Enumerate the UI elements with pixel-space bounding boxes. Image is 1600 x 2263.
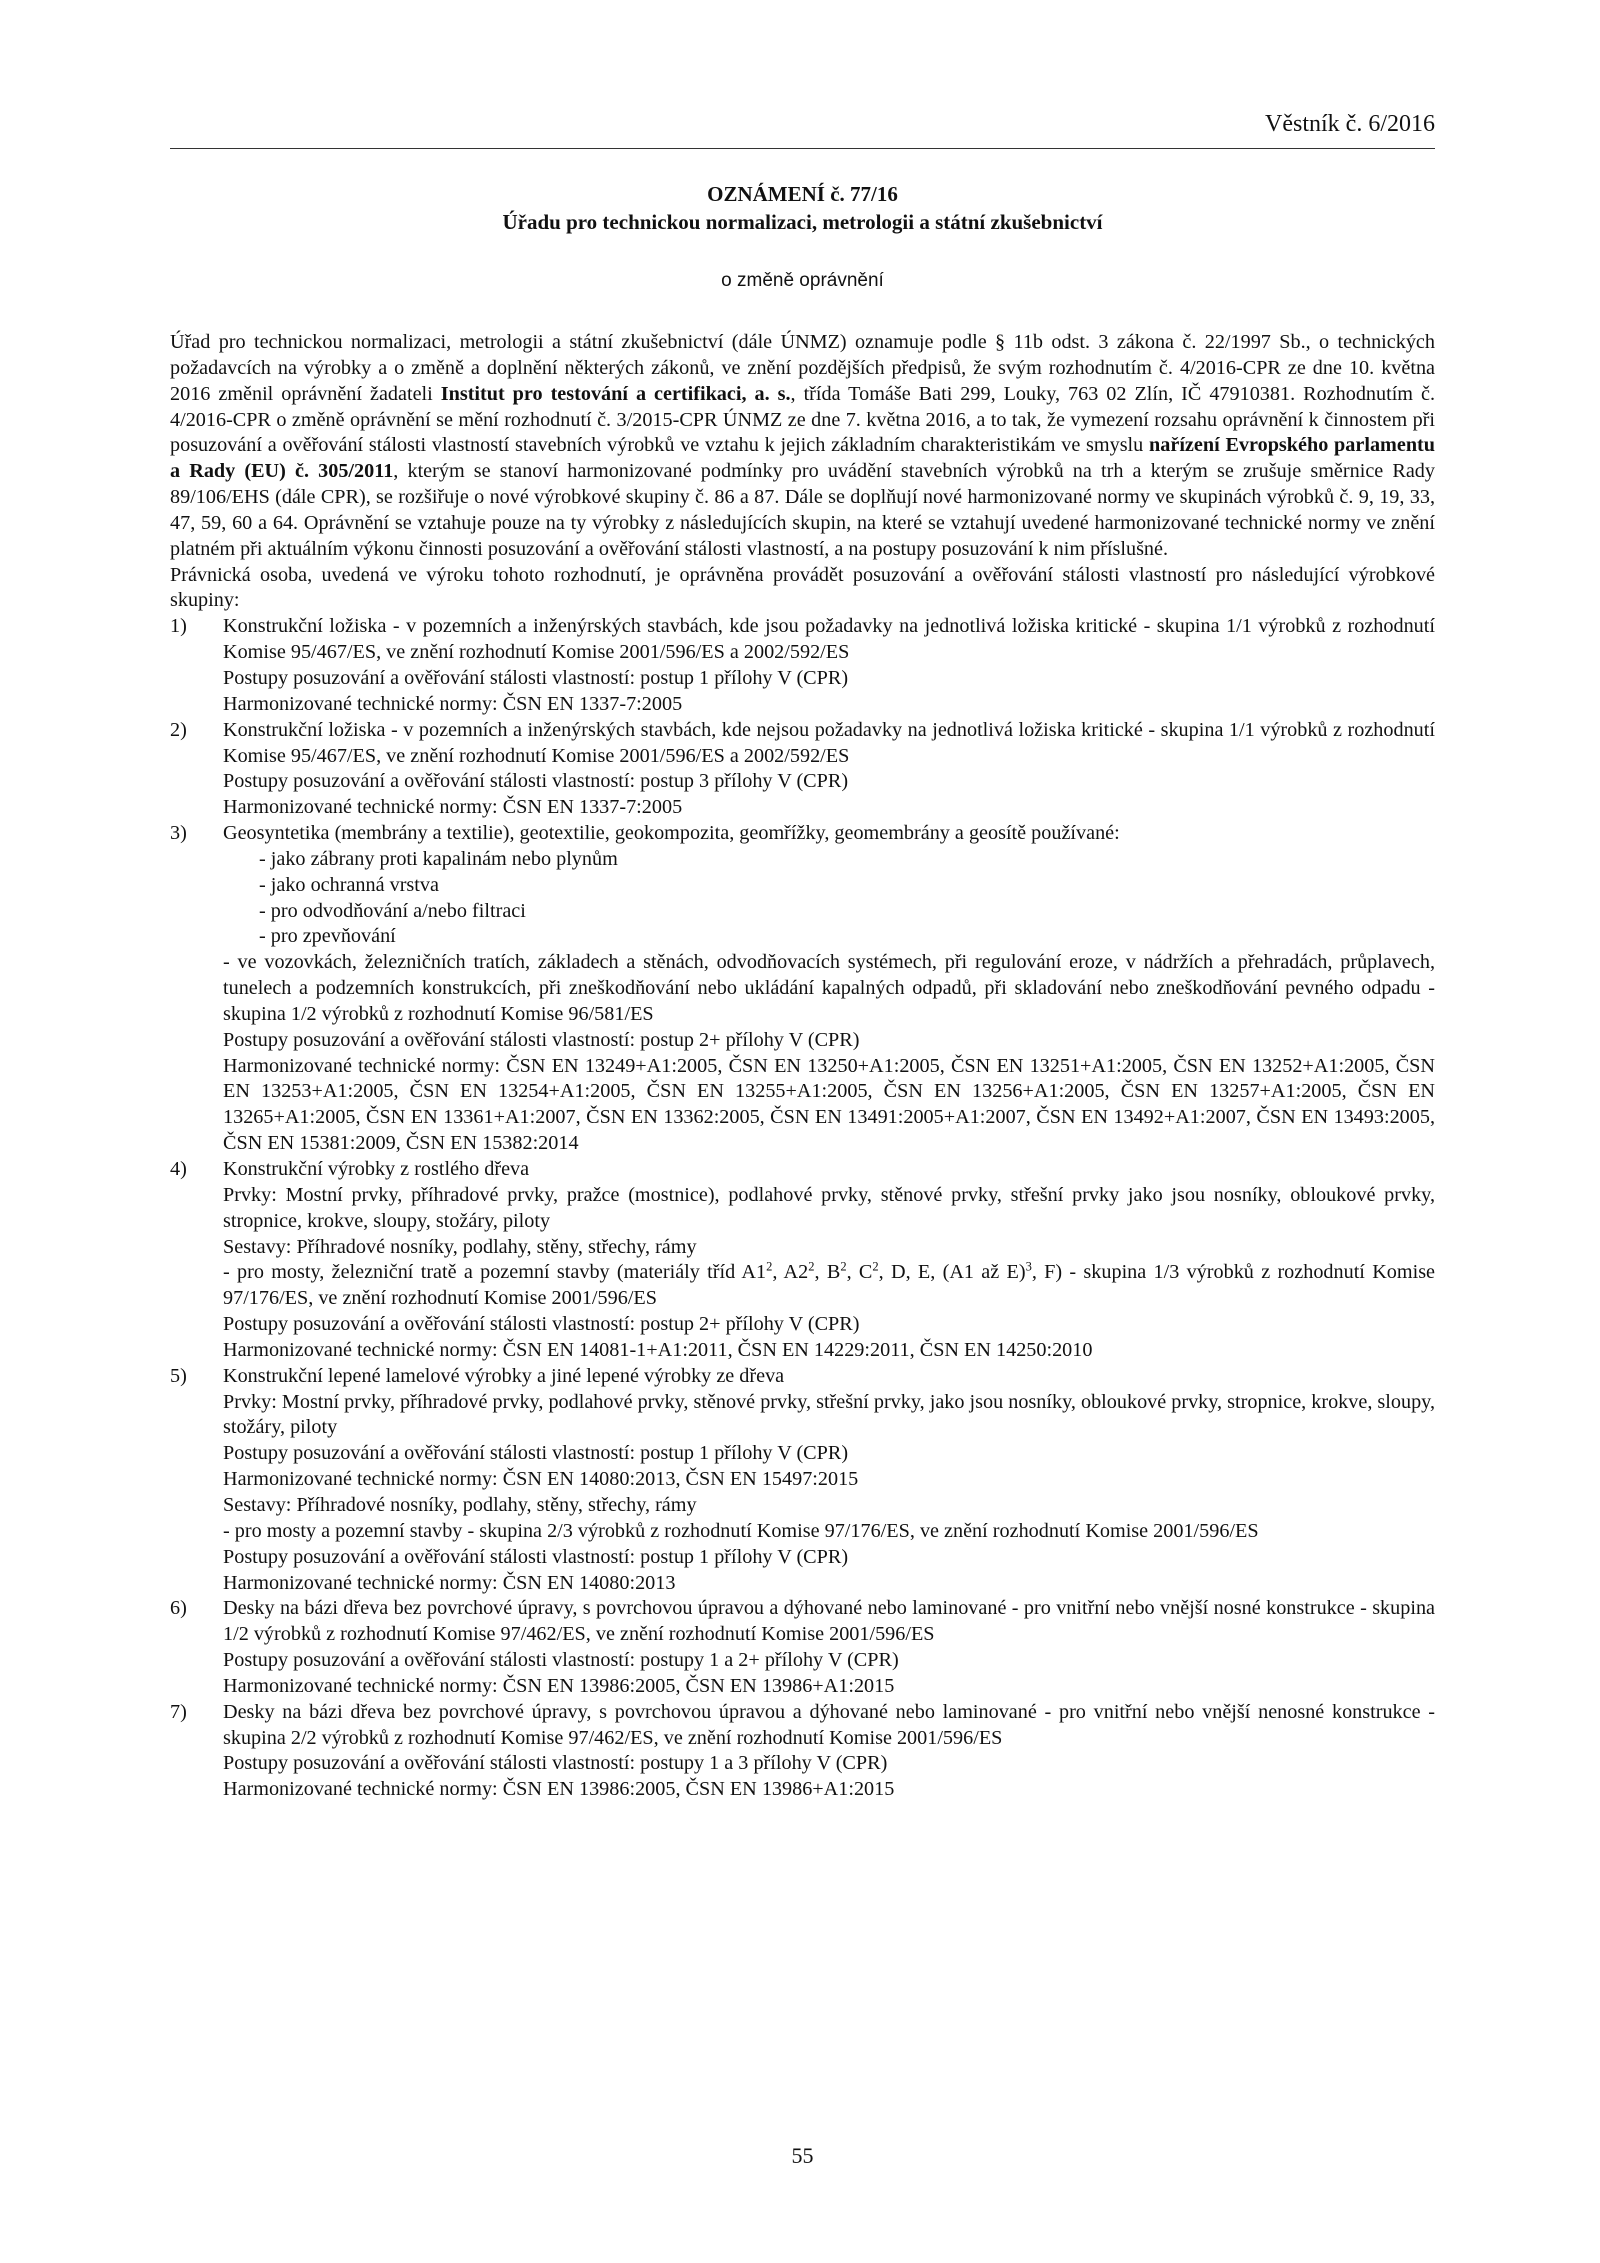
list-item [170, 1700, 1435, 1803]
item-standards: Harmonizované technické normy: ČSN EN 13986:2005, ČSN EN 13986+A1:2015 [223, 1674, 895, 1697]
lead-paragraph: Právnická osoba, uvedená ve výroku tohoto rozhodnutí, je oprávněna provádět posuzování a ověřování stálosti vlastností pro následující výrobkové skupiny: [170, 563, 1435, 612]
list-item [170, 821, 1435, 1157]
item-description: Konstrukční lepené lamelové výrobky a jiné lepené výrobky ze dřeva [223, 1364, 785, 1387]
page-number: 55 [791, 2143, 814, 2168]
document-body [170, 330, 1435, 1803]
item-assemblies: Sestavy: Příhradové nosníky, podlahy, stěny, střechy, rámy [223, 1493, 697, 1516]
item-number: 4) [170, 1158, 187, 1180]
item-standards: Harmonizované technické normy: ČSN EN 1337-7:2005 [223, 796, 683, 819]
use-item: - pro zpevňování [259, 925, 396, 948]
item-number: 1) [170, 615, 187, 638]
item-number: 2) [170, 718, 187, 741]
applicant-name: Institut pro testování a certifikaci, a. s. [440, 382, 791, 405]
item-description: Konstrukční ložiska - v pozemních a inženýrských stavbách, kde nejsou požadavky na jednotlivá ložiska kritické - skupina 1/1 výrobků z rozhodnutí Komise 95/467/ES, ve znění rozhodnutí Komise 2001/596/ES a 2002/592/ES [223, 718, 1435, 767]
item-procedures: Postupy posuzování a ověřování stálosti vlastností: postup 1 přílohy V (CPR) [223, 666, 849, 689]
item-standards: Harmonizované technické normy: ČSN EN 14081-1+A1:2011, ČSN EN 14229:2011, ČSN EN 14250:2010 [223, 1338, 1093, 1361]
item-procedures: Postupy posuzování a ověřování stálosti vlastností: postup 3 přílohy V (CPR) [223, 770, 849, 793]
list-item [170, 1157, 1435, 1364]
use-item: - jako zábrany proti kapalinám nebo plynům [259, 847, 618, 870]
item-description: Konstrukční ložiska - v pozemních a inženýrských stavbách, kde jsou požadavky na jednotlivá ložiska kritické - skupina 1/1 výrobků z rozhodnutí Komise 95/467/ES, ve znění rozhodnutí Komise 2001/596/ES a 2002/592/ES [223, 615, 1435, 664]
item-standards: Harmonizované technické normy: ČSN EN 13249+A1:2005, ČSN EN 13250+A1:2005, ČSN EN 13251+A1:2005, ČSN EN 13252+A1:2005, ČSN EN 13253+A1:2005, ČSN EN 13254+A1:2005, ČSN EN 13255+A1:2005, ČSN EN 13256+A1:2005, ČSN EN 13257+A1:2005, ČSN EN 13265+A1:2005, ČSN EN 13361+A1:2007, ČSN EN 13362:2005, ČSN EN 13491:2005+A1:2007, ČSN EN 13492+A1:2007, ČSN EN 13493:2005, ČSN EN 15381:2009, ČSN EN 15382:2014 [223, 1054, 1435, 1155]
announcement-subject: o změně oprávnění [721, 270, 884, 291]
issuing-office: Úřadu pro technickou normalizaci, metrologii a státní zkušebnictví [502, 210, 1103, 234]
list-item [170, 1364, 1435, 1597]
item-description: Desky na bázi dřeva bez povrchové úpravy, s povrchovou úpravou a dýhované nebo laminované - pro vnitřní nebo vnější nenosné konstrukce - skupina 2/2 výrobků z rozhodnutí Komise 97/462/ES, ve znění rozhodnutí Komise 2001/596/ES [223, 1700, 1435, 1749]
item-scope: - ve vozovkách, železničních tratích, základech a stěnách, odvodňovacích systémech, při regulování eroze, v nádržích a přehradách, průplavech, tunelech a podzemních konstrukcích, při zneškodňování nebo ukládání kapalných odpadů, při skladování nebo zneškodňování pevného odpadu - skupina 1/2 výrobků z rozhodnutí Komise 96/581/ES [223, 951, 1435, 1025]
item-procedures: Postupy posuzování a ověřování stálosti vlastností: postupy 1 a 2+ přílohy V (CPR) [223, 1649, 899, 1672]
item-standards: Harmonizované technické normy: ČSN EN 13986:2005, ČSN EN 13986+A1:2015 [223, 1778, 895, 1801]
intro-text-2: , třída Tomáše Bati 299, Louky, 763 02 Zlín, IČ 47910381. Rozhodnutím č. 4/2016-CPR o změně oprávnění se mění rozhodnutí č. 3/2015-CPR ÚNMZ ze dne 7. května 2016, a to tak, že vymezení rozsahu oprávnění k činnostem při posuzování a ověřování stálosti vlastností stavebních výrobků ve vztahu k jejich základním charakteristikám ve smyslu [170, 382, 1436, 457]
item-elements: Prvky: Mostní prvky, příhradové prvky, podlahové prvky, stěnové prvky, střešní prvky, jako jsou nosníky, obloukové prvky, stropnice, krokve, sloupy, stožáry, piloty [223, 1390, 1435, 1439]
intro-text-1: Úřad pro technickou normalizaci, metrologii a státní zkušebnictví (dále ÚNMZ) oznamuje podle § 11b odst. 3 zákona č. 22/1997 Sb., o technických požadavcích na výrobky a o změně a doplnění některých zákonů, ve znění pozdějších předpisů, že svým rozhodnutím č. 4/2016-CPR ze dne 10. května 2016 změnil oprávnění žadateli [170, 331, 1435, 405]
list-item [170, 614, 1435, 717]
page-header [170, 108, 1435, 149]
item-elements: Prvky: Mostní prvky, příhradové prvky, pražce (mostnice), podlahové prvky, stěnové prvky, střešní prvky jako jsou nosníky, obloukové prvky, stropnice, krokve, sloupy, stožáry, piloty [223, 1183, 1435, 1232]
item-standards: Harmonizované technické normy: ČSN EN 1337-7:2005 [223, 692, 683, 715]
item-number: 3) [170, 822, 187, 845]
list-item [170, 718, 1435, 821]
item-standards: Harmonizované technické normy: ČSN EN 14080:2013 [223, 1571, 676, 1594]
announcement-number: OZNÁMENÍ č. 77/16 [707, 182, 898, 206]
item-description: Geosyntetika (membrány a textilie), geotextilie, geokompozita, geomřížky, geomembrány a geosítě používané: [223, 822, 1120, 845]
announcement-title [170, 180, 1435, 236]
item-number: 5) [170, 1364, 187, 1387]
regulation-reference: nařízení Evropského parlamentu a Rady (EU) č. 305/2011 [170, 434, 1435, 483]
item-procedures: Postupy posuzování a ověřování stálosti vlastností: postupy 1 a 3 přílohy V (CPR) [223, 1752, 888, 1775]
item-procedures: Postupy posuzování a ověřování stálosti vlastností: postup 1 přílohy V (CPR) [223, 1442, 849, 1465]
item-procedures: Postupy posuzování a ověřování stálosti vlastností: postup 2+ přílohy V (CPR) [223, 1028, 860, 1051]
item-scope: - pro mosty, železniční tratě a pozemní stavby (materiály tříd $A1^2$, $A2^2$, $B^2$, $C^2$, D, E, (A1 až E)$^3$, F) - skupina 1/3 výrobků z rozhodnutí Komise 97/176/ES, ve znění rozhodnutí Komise 2001/596/ES [223, 1259, 1436, 1310]
item-procedures: Postupy posuzování a ověřování stálosti vlastností: postup 2+ přílohy V (CPR) [223, 1313, 860, 1336]
item-description: Desky na bázi dřeva bez povrchové úpravy, s povrchovou úpravou a dýhované nebo laminované - pro vnitřní nebo vnější nosné konstrukce - skupina 1/2 výrobků z rozhodnutí Komise 97/462/ES, ve znění rozhodnutí Komise 2001/596/ES [223, 1597, 1435, 1646]
item-description: Konstrukční výrobky z rostlého dřeva [223, 1158, 530, 1180]
document-page [170, 0, 1435, 2263]
item-standards: Harmonizované technické normy: ČSN EN 14080:2013, ČSN EN 15497:2015 [223, 1468, 859, 1491]
item-assemblies: Sestavy: Příhradové nosníky, podlahy, stěny, střechy, rámy [223, 1235, 697, 1258]
item-scope: - pro mosty a pozemní stavby - skupina 2/3 výrobků z rozhodnutí Komise 97/176/ES, ve znění rozhodnutí Komise 2001/596/ES [223, 1519, 1259, 1542]
journal-issue: Věstník č. 6/2016 [1265, 111, 1435, 137]
use-item: - jako ochranná vrstva [259, 873, 439, 896]
intro-paragraph [170, 330, 1435, 563]
use-item: - pro odvodňování a/nebo filtraci [259, 899, 526, 922]
list-item [170, 1596, 1435, 1699]
item-procedures: Postupy posuzování a ověřování stálosti vlastností: postup 1 přílohy V (CPR) [223, 1545, 849, 1568]
uses-list [223, 847, 1435, 950]
item-number: 6) [170, 1597, 187, 1620]
product-groups-list [170, 614, 1435, 1803]
intro-text-3: , kterým se stanoví harmonizované podmínky pro uvádění stavebních výrobků na trh a kterým se zrušuje směrnice Rady 89/106/EHS (dále CPR), se rozšiřuje o nové výrobkové skupiny č. 86 a 87. Dále se doplňují nové harmonizované normy ve skupinách výrobků č. 9, 19, 33, 47, 59, 60 a 64. Oprávnění se vztahuje pouze na ty výrobky z následujících skupin, na které se vztahují uvedené harmonizované technické normy ve znění platném při aktuálním výkonu činnosti posuzování a ověřování stálosti vlastností, a na postupy posuzování k nim příslušné. [170, 460, 1435, 560]
item-number: 7) [170, 1700, 187, 1723]
